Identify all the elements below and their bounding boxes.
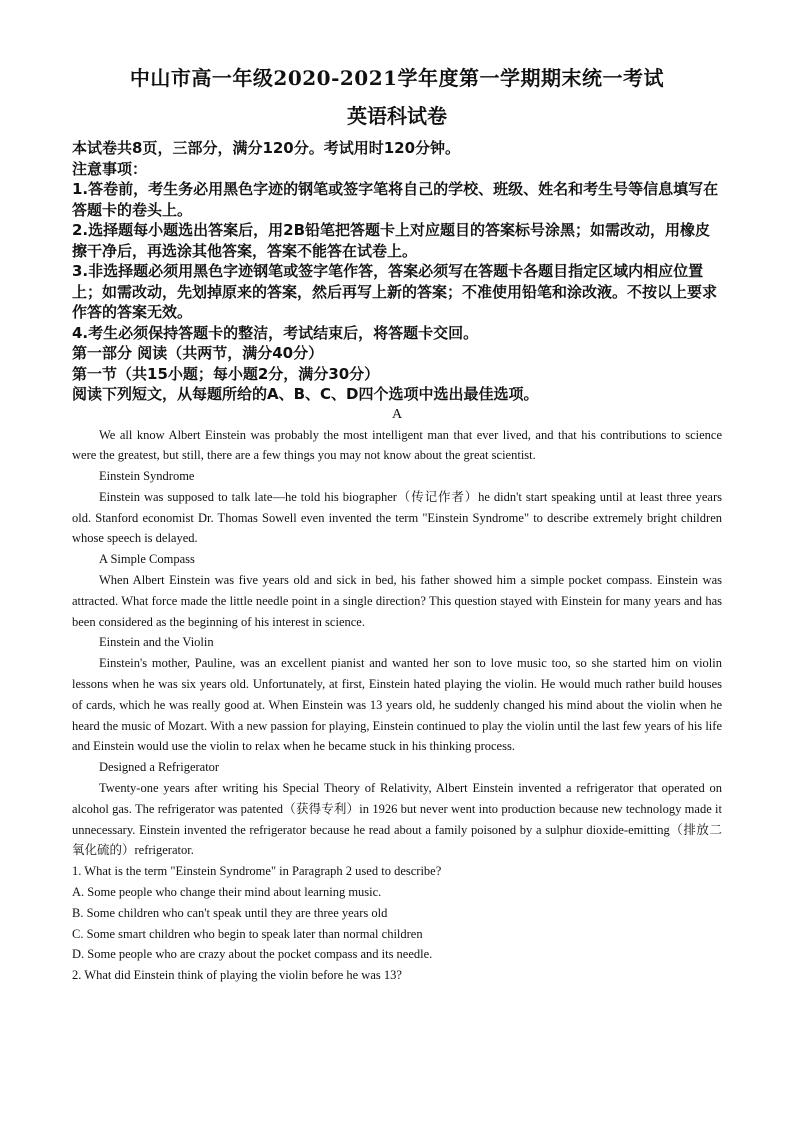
question-stem: 1. What is the term "Einstein Syndrome" in Paragraph 2 used to describe? [72, 864, 442, 879]
part-heading: 第一部分 阅读（共两节，满分40分） [72, 344, 324, 362]
instruction-line: 2.选择题每小题选出答案后，用2B铅笔把答题卡上对应题目的答案标号涂黑；如需改动，用橡皮擦干净后，再选涂其他答案，答案不能答在试卷上。 [72, 221, 711, 260]
exam-title: 中山市高一年级2020-2021学年度第一学期期末统一考试 [129, 66, 665, 90]
passage-subheading: Einstein and the Violin [99, 635, 214, 650]
exam-subtitle: 英语科试卷 [347, 104, 447, 128]
section-heading: 第一节（共15小题；每小题2分，满分30分） [72, 364, 380, 383]
instruction-line: 本试卷共8页，三部分，满分120分。考试用时120分钟。 [72, 139, 461, 157]
instruction-line: 1.答卷前，考生务必用黑色字迹的钢笔或签字笔将自己的学校、班级、姓名和考生号等信息填写在答题卡的卷头上。 [72, 180, 719, 219]
passage-subheading: Designed a Refrigerator [99, 760, 220, 775]
question-stem: 2. What did Einstein think of playing the violin before he was 13? [72, 968, 402, 983]
questions-block [72, 861, 722, 986]
answer-option: A. Some people who change their mind about learning music. [72, 885, 382, 900]
passage-intro: We all know Albert Einstein was probably the most intelligent man that ever lived, and that his contributions to science were the greatest, but still, there are a few things you may not know about the great scientist. [72, 427, 722, 463]
passage-paragraph: Einstein's mother, Pauline, was an excellent pianist and wanted her son to love music too, so she started him on violin lessons when he was six years old. Unfortunately, at first, Einstein hated playing the violin. He would much rather build houses of cards, which he was really good at. When Einstein was 13 years old, he suddenly changed his mind about the violin when he heard the music of Mozart. With a new passion for playing, Einstein continued to play the violin until the last few years of his life and Einstein would use the violin to relax when he became stuck in his thinking process. [72, 656, 722, 754]
answer-option: D. Some people who are crazy about the pocket compass and its needle. [72, 947, 433, 962]
passage-paragraph: Twenty-one years after writing his Special Theory of Relativity, Albert Einstein invented a refrigerator that operated on alcohol gas. The refrigerator was patented（获得专利）in 1926 but never went into production because new technology made it unnecessary. Einstein invented the refrigerator because he read about a family poisoned by a sulphur dioxide-emitting（排放二氧化硫的）refrigerator. [72, 781, 722, 858]
passage-letter: A [391, 406, 403, 422]
instruction-line: 注意事项： [72, 159, 148, 178]
passage-paragraph: Einstein was supposed to talk late—he told his biographer（传记作者）he didn't start speaking until at least three years old. Stanford economist Dr. Thomas Sowell even invented the term "Einstein Syndrome" to describe extremely bright children whose speech is delayed. [72, 489, 722, 546]
answer-option: C. Some smart children who begin to speak later than normal children [72, 926, 423, 941]
passage-subheading: Einstein Syndrome [99, 469, 195, 484]
passage-body [72, 425, 722, 987]
passage-subheading: A Simple Compass [99, 552, 195, 567]
instruction-line: 4.考生必须保持答题卡的整洁，考试结束后，将答题卡交回。 [72, 323, 479, 342]
instruction-line: 3.非选择题必须用黑色字迹钢笔或签字笔作答，答案必须写在答题卡各题目指定区域内相应位置上；如需改动，先划掉原来的答案，然后再写上新的答案；不准使用铅笔和涂改液。不按以上要求作答的答案无效。 [72, 262, 718, 321]
answer-option: B. Some children who can't speak until they are three years old [72, 905, 388, 920]
reading-directions: 阅读下列短文，从每题所给的A、B、C、D四个选项中选出最佳选项。 [72, 385, 539, 403]
passage-paragraph: When Albert Einstein was five years old and sick in bed, his father showed him a simple pocket compass. Einstein was attracted. What force made the little needle point in a single direction? This question stayed with Einstein for many years and has been considered as the beginning of his interest in science. [72, 573, 722, 629]
instructions-block [72, 138, 722, 405]
